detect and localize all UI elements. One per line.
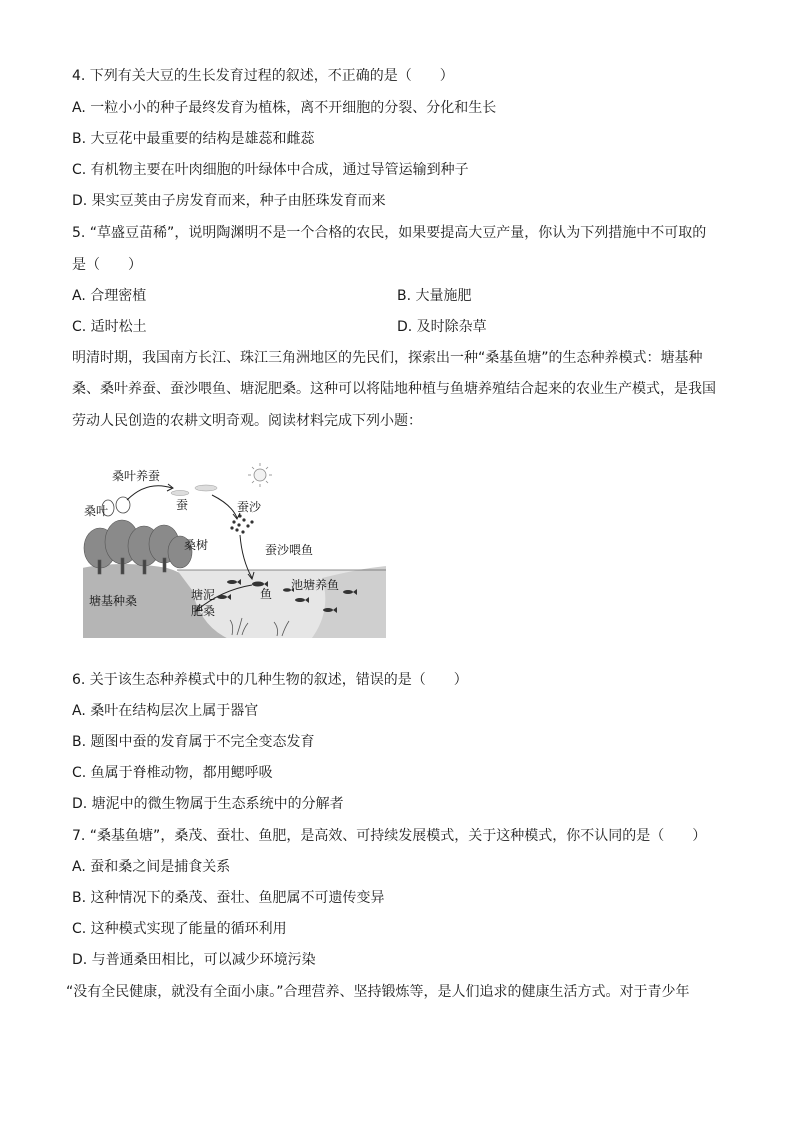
- label-can: 蚕: [176, 498, 189, 512]
- material-line-1: 明清时期，我国南方长江、珠江三角洲地区的先民们，探索出一种“桑基鱼塘”的生态种养模式：塘基种: [72, 350, 703, 366]
- q4-option-a: A. 一粒小小的种子最终发育为植株，离不开细胞的分裂、分化和生长: [72, 100, 497, 116]
- q6-option-a: A. 桑叶在结构层次上属于器官: [72, 703, 259, 719]
- q5-option-d: D. 及时除杂草: [397, 319, 487, 335]
- label-tangni: 塘泥: [191, 588, 216, 602]
- material-line-2: 桑、桑叶养蚕、蚕沙喂鱼、塘泥肥桑。这种可以将陆地种植与鱼塘养殖结合起来的农业生产模式，是我国: [72, 381, 716, 397]
- label-sangye-yangcan: 桑叶养蚕: [112, 469, 161, 483]
- q5-option-b: B. 大量施肥: [397, 288, 472, 304]
- label-feisang: 肥桑: [191, 604, 216, 618]
- q6-option-b: B. 题图中蚕的发育属于不完全变态发育: [72, 734, 315, 750]
- q7-option-a: A. 蚕和桑之间是捕食关系: [72, 859, 231, 875]
- q6-option-d: D. 塘泥中的微生物属于生态系统中的分解者: [72, 796, 344, 812]
- diagram-illustration: [82, 460, 387, 640]
- label-sangye: 桑叶: [84, 504, 109, 518]
- q4-option-d: D. 果实豆荚由子房发育而来，种子由胚珠发育而来: [72, 193, 386, 209]
- label-yu: 鱼: [260, 587, 273, 601]
- q4-option-c: C. 有机物主要在叶肉细胞的叶绿体中合成，通过导管运输到种子: [72, 162, 469, 178]
- material-line-3: 劳动人民创造的农耕文明奇观。阅读材料完成下列小题：: [72, 413, 422, 429]
- q7-option-d: D. 与普通桑田相比，可以减少环境污染: [72, 952, 316, 968]
- q7-stem: 7. “桑基鱼塘”，桑茂、蚕壮、鱼肥，是高效、可持续发展模式，关于这种模式，你不认同的是（ ）: [72, 828, 707, 844]
- label-cansha-weiyu: 蚕沙喂鱼: [265, 543, 314, 557]
- q5-stem-continuation: 是（ ）: [72, 257, 142, 273]
- q6-stem: 6. 关于该生态种养模式中的几种生物的叙述，错误的是（ ）: [72, 672, 468, 688]
- sangji-yutang-diagram: [82, 460, 387, 640]
- silkworm-icon: [171, 485, 217, 496]
- q7-option-b: B. 这种情况下的桑茂、蚕壮、鱼肥属不可遗传变异: [72, 890, 385, 906]
- silkworm-droppings: [230, 514, 253, 533]
- sun-icon: [248, 463, 272, 487]
- next-material-line-1: “没有全民健康，就没有全面小康。”合理营养、坚持锻炼等，是人们追求的健康生活方式。对于青少年: [66, 984, 690, 1000]
- label-cansha: 蚕沙: [237, 500, 262, 514]
- q4-option-b: B. 大豆花中最重要的结构是雄蕊和雌蕊: [72, 131, 315, 147]
- q6-option-c: C. 鱼属于脊椎动物，都用鳃呼吸: [72, 765, 273, 781]
- label-sangshu: 桑树: [184, 538, 209, 552]
- label-tangji-zhongsang: 塘基种桑: [89, 594, 138, 608]
- label-chitang-yangyu: 池塘养鱼: [291, 578, 340, 592]
- q5-stem: 5. “草盛豆苗稀”，说明陶渊明不是一个合格的农民，如果要提高大豆产量，你认为下列措施中不可取的: [72, 225, 707, 241]
- q5-option-c: C. 适时松土: [72, 319, 147, 335]
- q5-option-a: A. 合理密植: [72, 288, 147, 304]
- q7-option-c: C. 这种模式实现了能量的循环利用: [72, 921, 287, 937]
- q4-stem: 4. 下列有关大豆的生长发育过程的叙述，不正确的是（ ）: [72, 68, 454, 84]
